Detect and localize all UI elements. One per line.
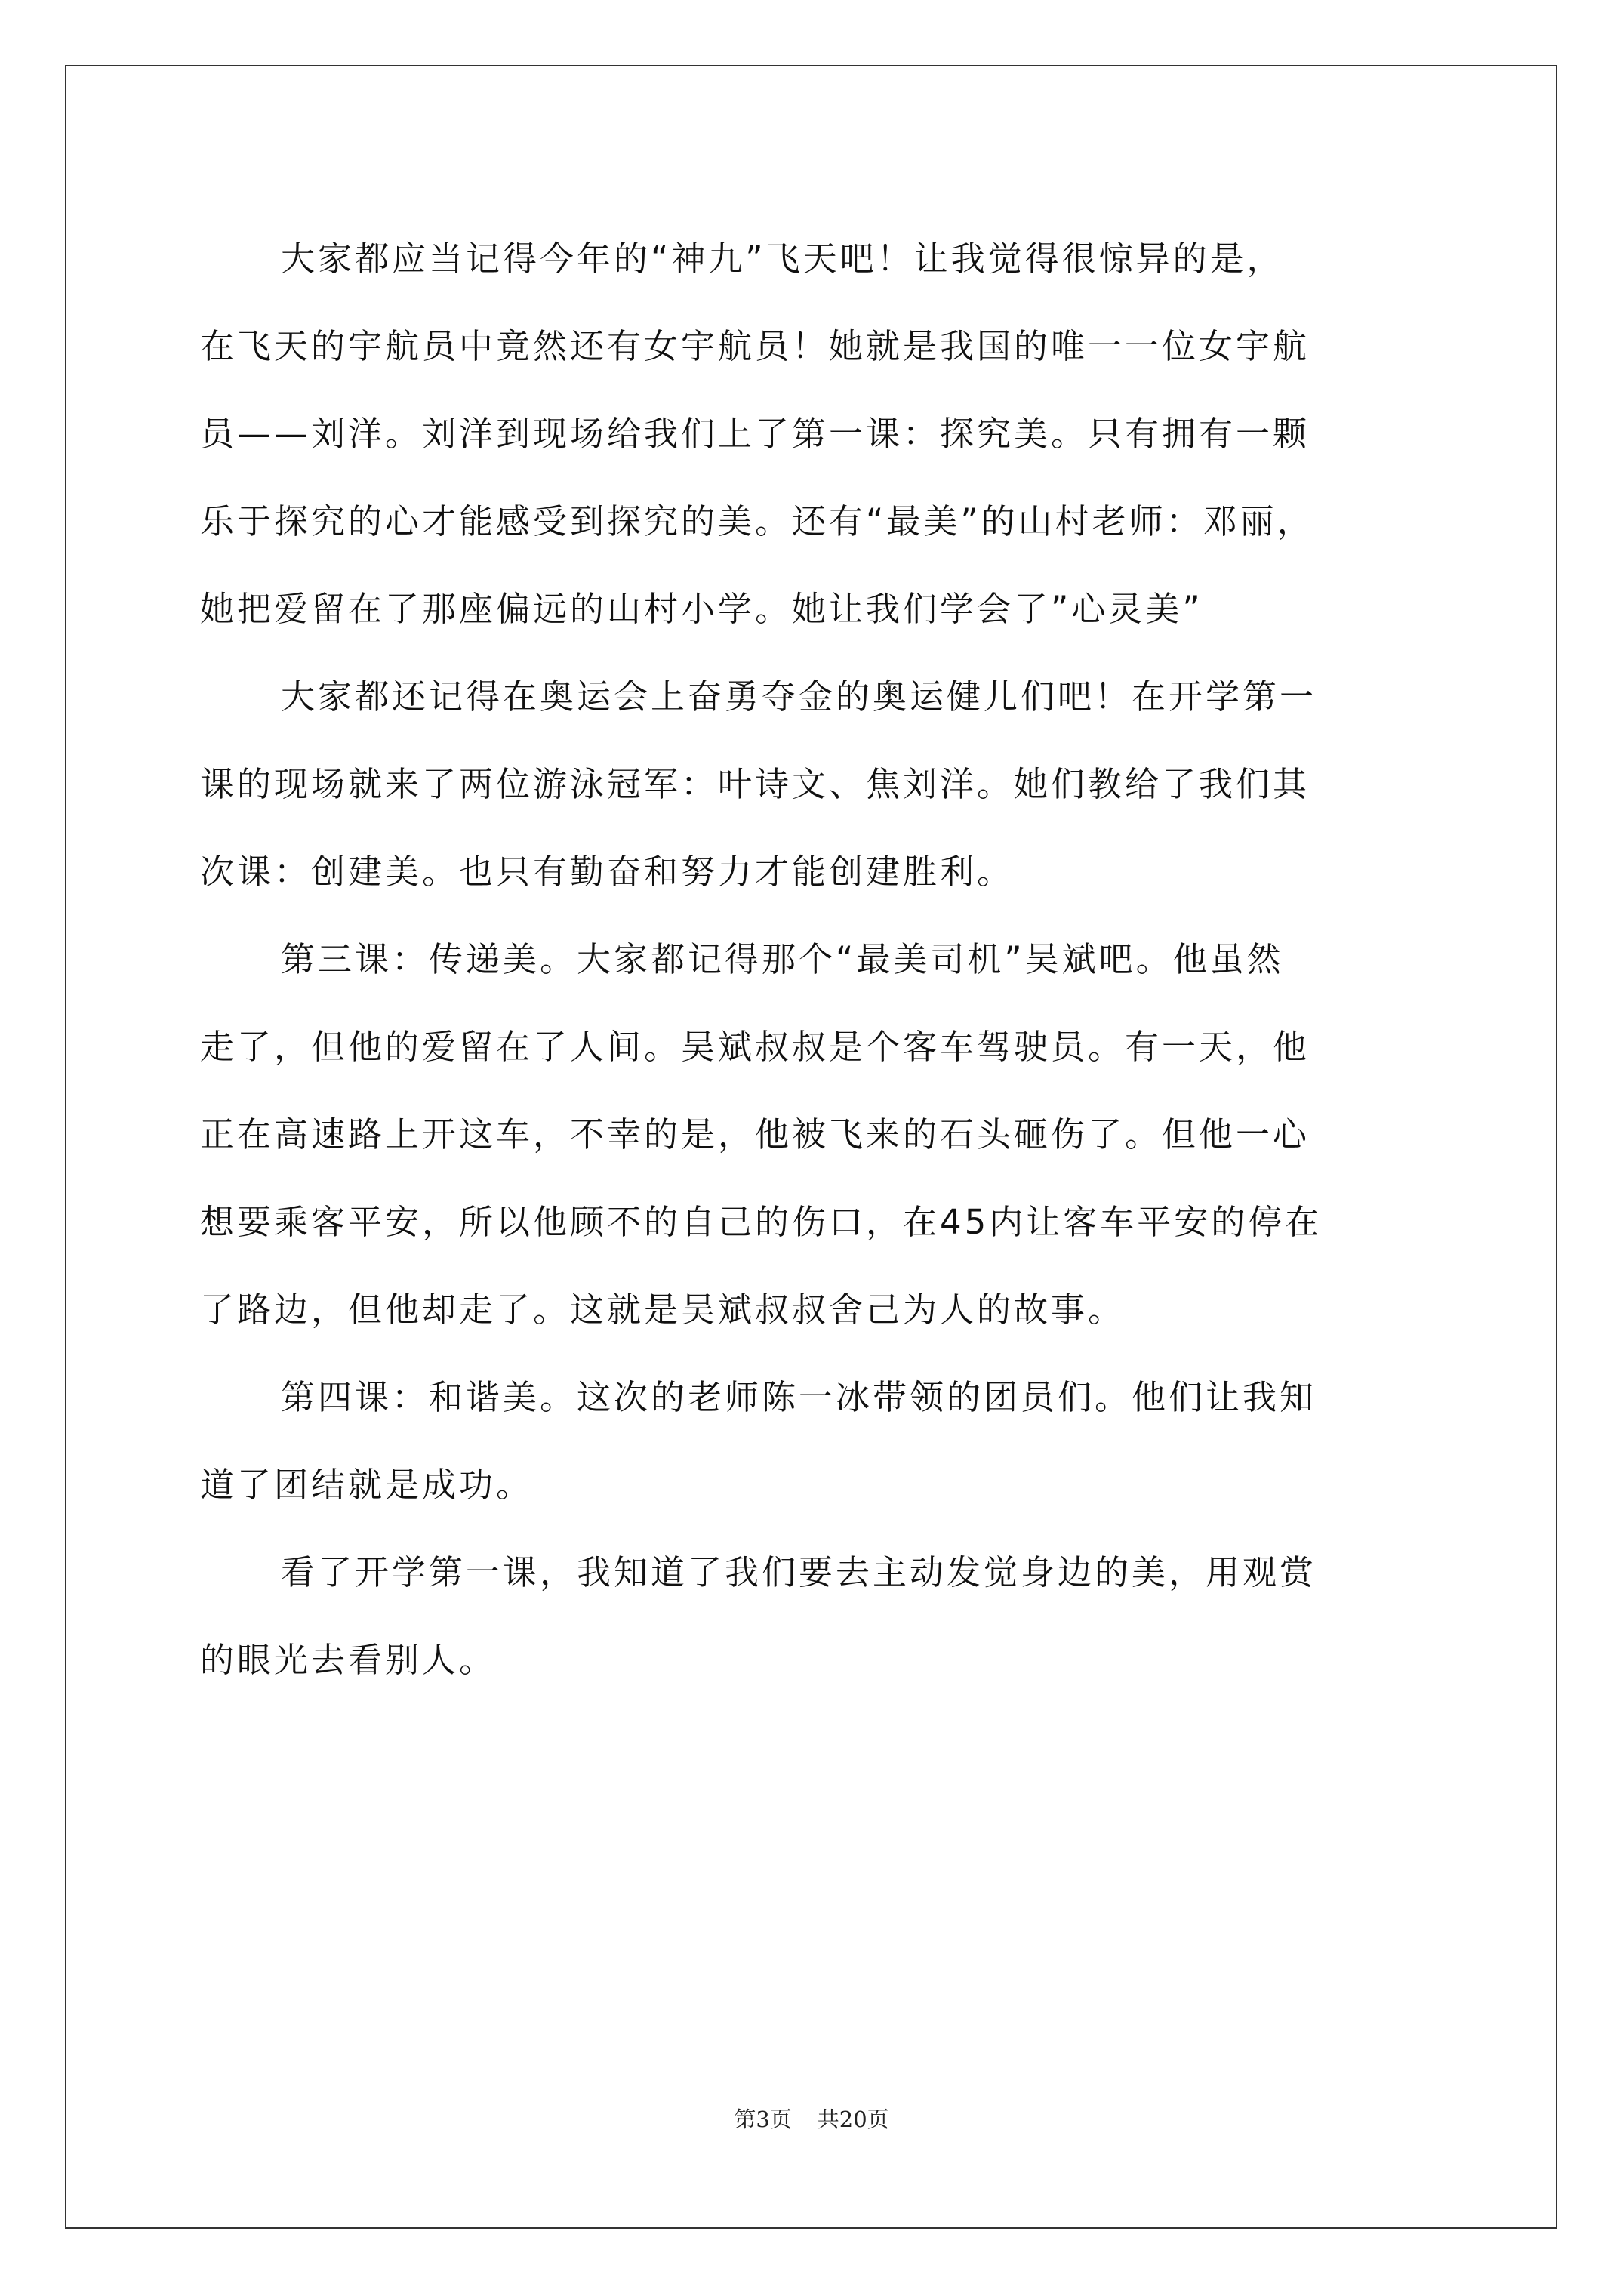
paragraph-line: 道了团结就是成功。 — [200, 1465, 534, 1505]
page-footer — [0, 2103, 1623, 2134]
paragraph-line: 第三课：传递美。大家都记得那个“最美司机”吴斌吧。他虽然 — [281, 939, 1284, 979]
paragraph-line: 大家都应当记得今年的“神九”飞天吧！让我觉得很惊异的是， — [281, 239, 1284, 279]
paragraph-line: 的眼光去看别人。 — [200, 1640, 497, 1680]
page-number-total: 共20页 — [817, 2106, 889, 2132]
paragraph-line: 大家都还记得在奥运会上奋勇夺金的奥运健儿们吧！在开学第一 — [281, 676, 1317, 717]
paragraph-line: 想要乘客平安，所以他顾不的自己的伤口，在45内让客车平安的停在 — [200, 1202, 1323, 1242]
paragraph-line: 了路边，但他却走了。这就是吴斌叔叔舍己为人的故事。 — [200, 1290, 1126, 1330]
paragraph-line: 在飞天的宇航员中竟然还有女宇航员！她就是我国的唯一一位女宇航 — [200, 326, 1310, 366]
page-number-current: 第3页 — [734, 2106, 792, 2132]
paragraph-line: 她把爱留在了那座偏远的山村小学。她让我们学会了”心灵美” — [200, 589, 1203, 629]
paragraph-line: 乐于探究的心才能感受到探究的美。还有“最美”的山村老师：邓丽， — [200, 501, 1314, 541]
paragraph-line: 正在高速路上开这车，不幸的是，他被飞来的石头砸伤了。但他一心 — [200, 1114, 1310, 1154]
paragraph-line: 看了开学第一课，我知道了我们要去主动发觉身边的美，用观赏 — [281, 1552, 1317, 1592]
document-body — [200, 215, 1428, 1704]
paragraph-line: 走了，但他的爱留在了人间。吴斌叔叔是个客车驾驶员。有一天，他 — [200, 1027, 1310, 1067]
paragraph-line: 课的现场就来了两位游泳冠军：叶诗文、焦刘洋。她们教给了我们其 — [200, 764, 1310, 804]
paragraph-line: 次课：创建美。也只有勤奋和努力才能创建胜利。 — [200, 852, 1015, 892]
paragraph-line: 员——刘洋。刘洋到现场给我们上了第一课：探究美。只有拥有一颗 — [200, 414, 1310, 454]
paragraph-line: 第四课：和谐美。这次的老师陈一冰带领的团员们。他们让我知 — [281, 1377, 1317, 1417]
